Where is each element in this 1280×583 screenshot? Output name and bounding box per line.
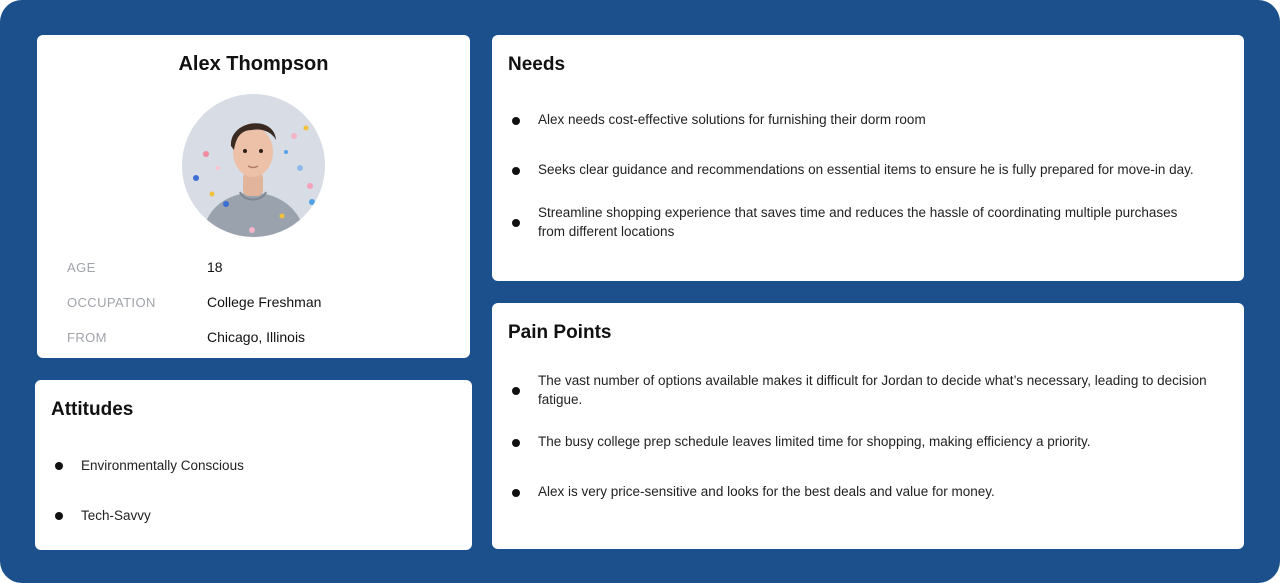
attitudes-title: Attitudes xyxy=(51,399,134,420)
avatar xyxy=(182,94,325,237)
fact-value: 18 xyxy=(207,259,223,275)
list-item-text: Seeks clear guidance and recommendations on essential items to ensure he is fully prepared for move-in day. xyxy=(538,162,1194,177)
avatar-photo-icon xyxy=(182,94,325,237)
attitudes-card xyxy=(35,380,472,550)
bullet-icon xyxy=(512,219,520,227)
pain-points-title: Pain Points xyxy=(508,322,612,343)
fact-label: OCCUPATION xyxy=(67,295,156,310)
persona-name: Alex Thompson xyxy=(178,53,329,75)
list-item-text: Streamline shopping experience that saves time and reduces the hassle of coordinating multiple purchases from different locations xyxy=(538,205,1178,239)
fact-value: College Freshman xyxy=(207,294,322,310)
list-item-text: The busy college prep schedule leaves limited time for shopping, making efficiency a priority. xyxy=(538,434,1091,449)
bullet-icon xyxy=(55,512,63,520)
fact-label: FROM xyxy=(67,330,107,345)
profile-card xyxy=(37,35,470,358)
list-item-text: Tech-Savvy xyxy=(81,508,151,523)
bullet-icon xyxy=(512,439,520,447)
bullet-icon xyxy=(55,462,63,470)
fact-value: Chicago, Illinois xyxy=(207,329,306,345)
needs-title: Needs xyxy=(508,54,566,75)
fact-row-from xyxy=(37,328,470,348)
needs-card xyxy=(492,35,1244,281)
list-item-text: Environmentally Conscious xyxy=(81,458,244,473)
bullet-icon xyxy=(512,387,520,395)
bullet-icon xyxy=(512,117,520,125)
list-item-text: Alex is very price-sensitive and looks for the best deals and value for money. xyxy=(538,484,995,499)
pain-points-card xyxy=(492,303,1244,549)
bullet-icon xyxy=(512,489,520,497)
fact-row-age xyxy=(37,258,470,278)
fact-label: AGE xyxy=(67,260,96,275)
bullet-icon xyxy=(512,167,520,175)
list-item-text: Alex needs cost-effective solutions for furnishing their dorm room xyxy=(538,112,926,127)
list-item-text: The vast number of options available makes it difficult for Jordan to decide what’s necessary, leading to decision fatigue. xyxy=(538,373,1207,407)
fact-row-occupation xyxy=(37,293,470,313)
